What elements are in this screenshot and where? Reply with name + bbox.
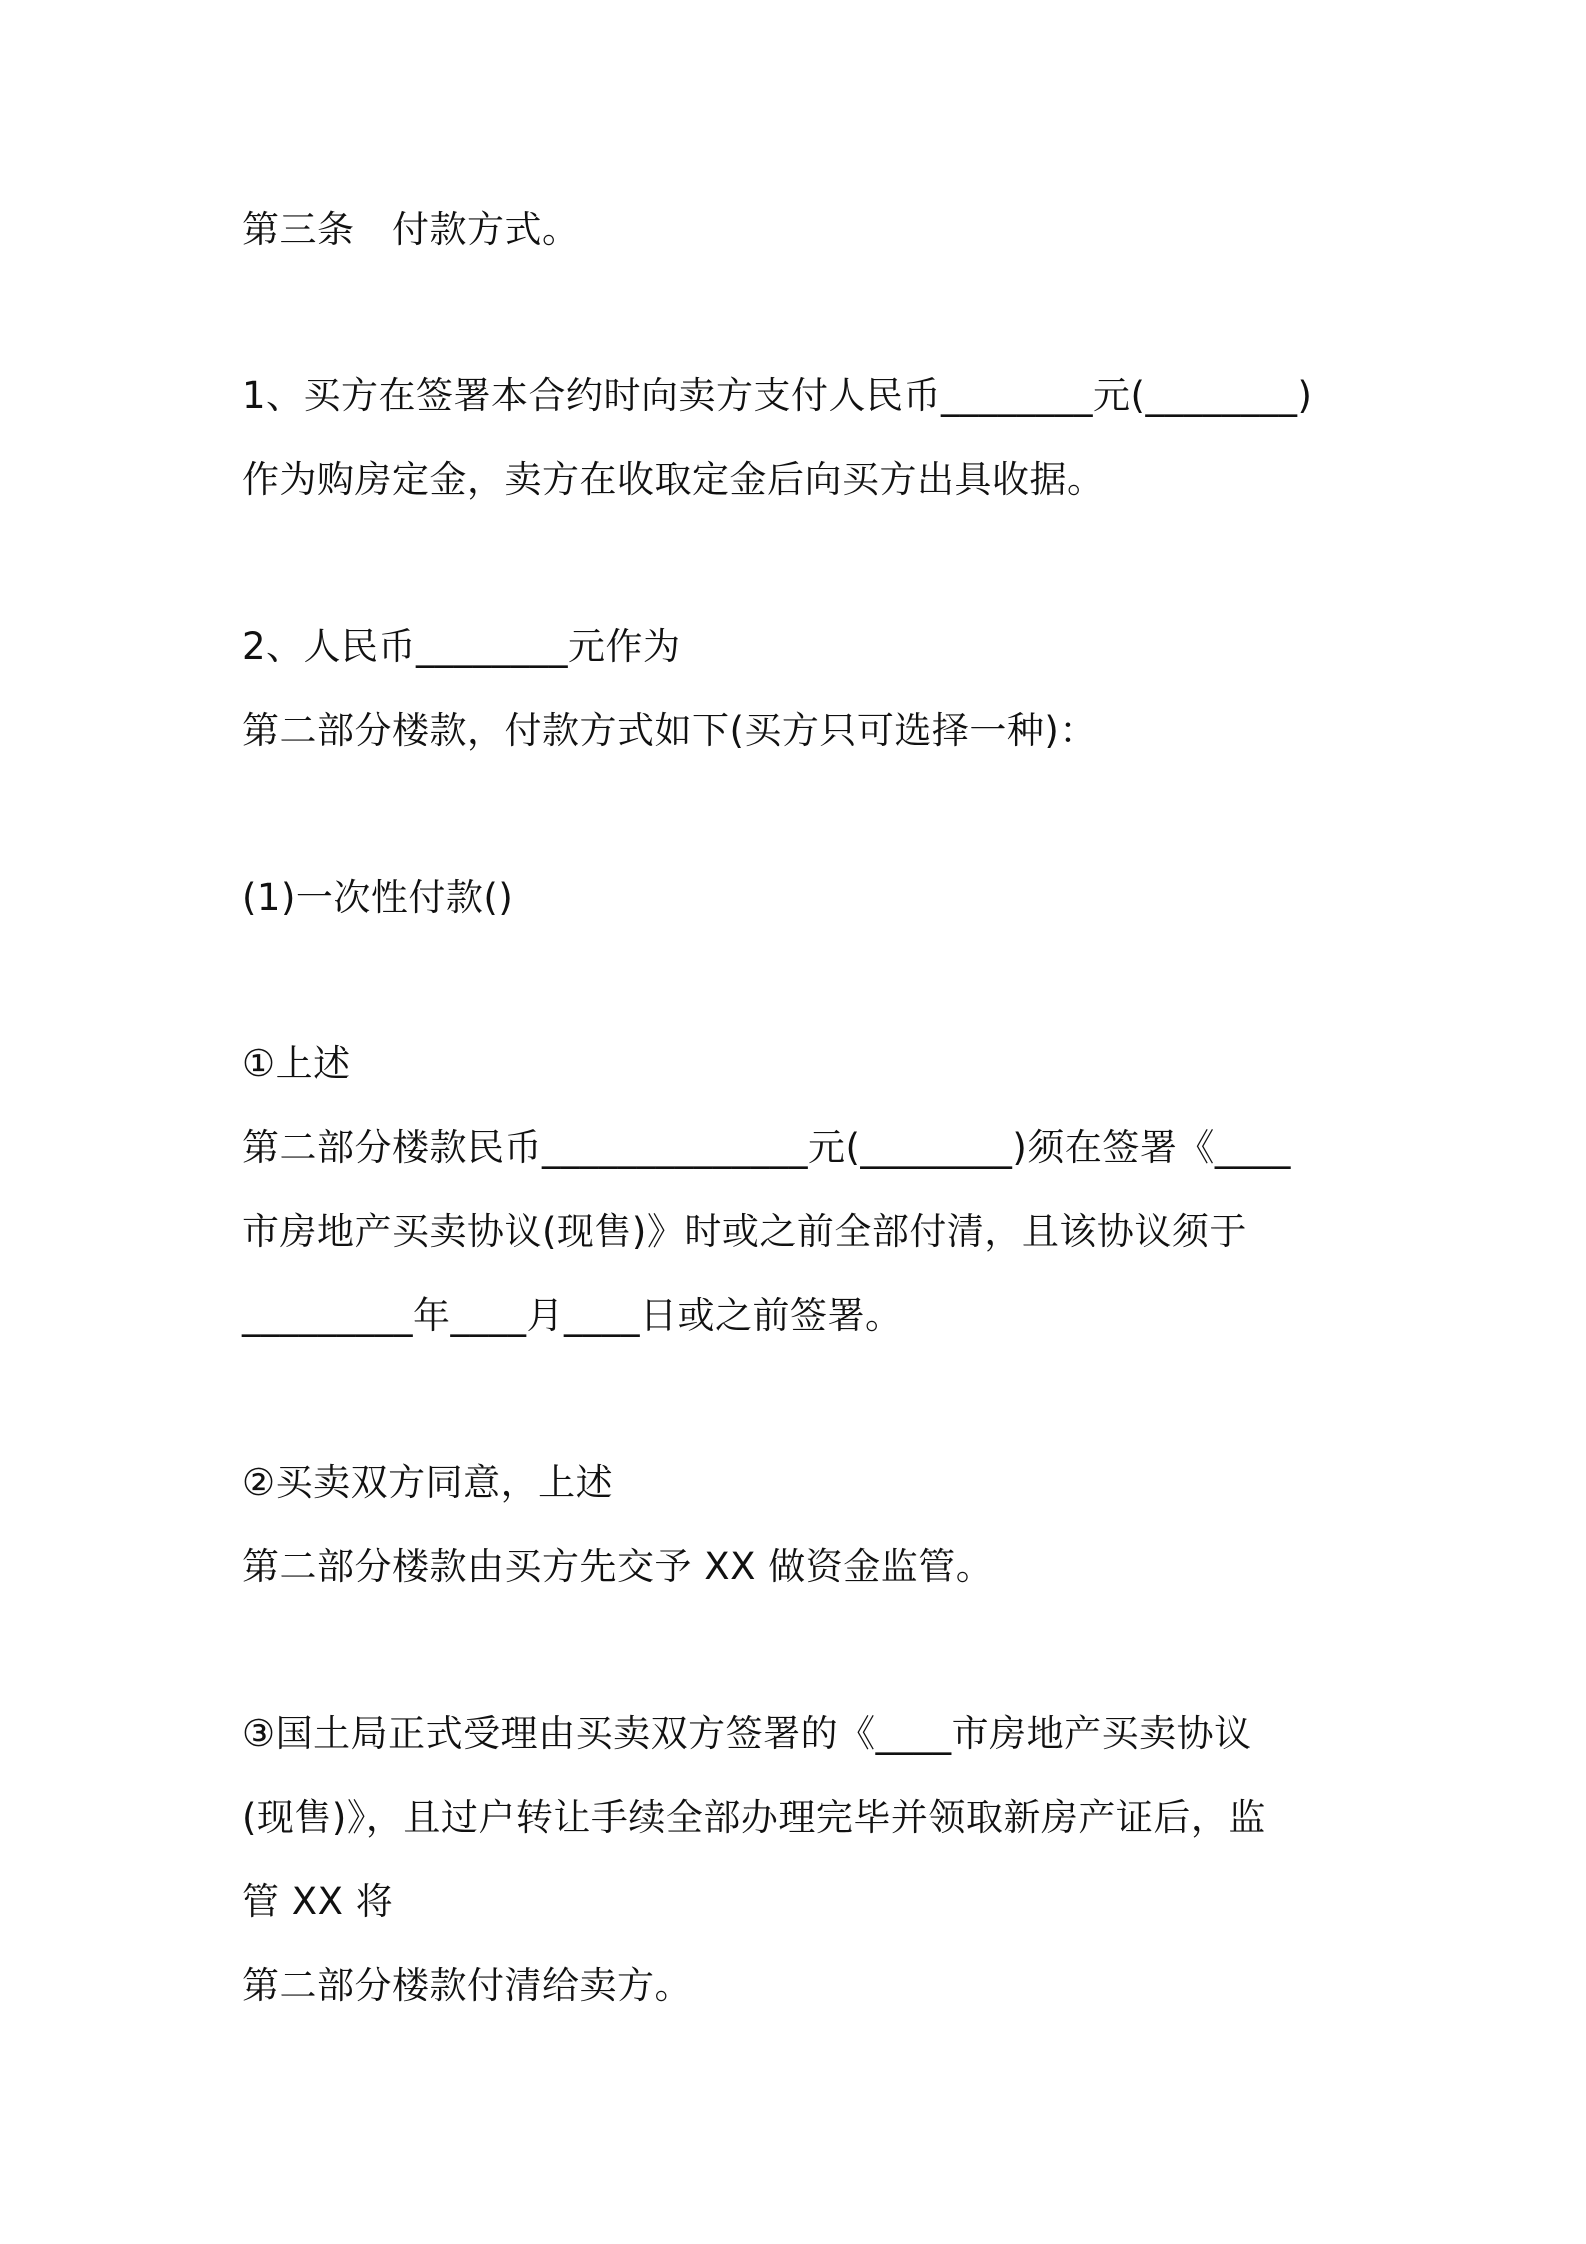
clause-2-line-2: 第二部分楼款，付款方式如下(买方只可选择一种)： xyxy=(242,709,1097,752)
item-2-line-2: 第二部分楼款由买方先交予 XX 做资金监管。 xyxy=(242,1545,994,1588)
clause-1-line-1: 1、买方在签署本合约时向卖方支付人民币________元(________) xyxy=(242,374,1313,417)
clause-1-line-2: 作为购房定金，卖方在收取定金后向买方出具收据。 xyxy=(242,458,1105,501)
item-1-line-1: ①上述 xyxy=(242,1042,351,1085)
item-2-line-1: ②买卖双方同意，上述 xyxy=(242,1461,614,1504)
item-3-line-2: (现售)》，且过户转让手续全部办理完毕并领取新房产证后，监 xyxy=(242,1796,1266,1839)
payment-option-1: (1)一次性付款() xyxy=(242,876,514,919)
article-title: 第三条 付款方式。 xyxy=(242,208,580,251)
item-3-line-1: ③国土局正式受理由买卖双方签署的《____市房地产买卖协议 xyxy=(242,1712,1252,1755)
item-3-line-3: 管 XX 将 xyxy=(242,1880,394,1923)
item-1-line-3: 市房地产买卖协议(现售)》时或之前全部付清，且该协议须于 xyxy=(242,1210,1247,1253)
item-1-line-2: 第二部分楼款民币______________元(________)须在签署《____ xyxy=(242,1126,1291,1169)
item-3-line-4: 第二部分楼款付清给卖方。 xyxy=(242,1964,692,2007)
clause-2-line-1: 2、人民币________元作为 xyxy=(242,625,681,668)
item-1-line-4: _________年____月____日或之前签署。 xyxy=(242,1294,903,1337)
